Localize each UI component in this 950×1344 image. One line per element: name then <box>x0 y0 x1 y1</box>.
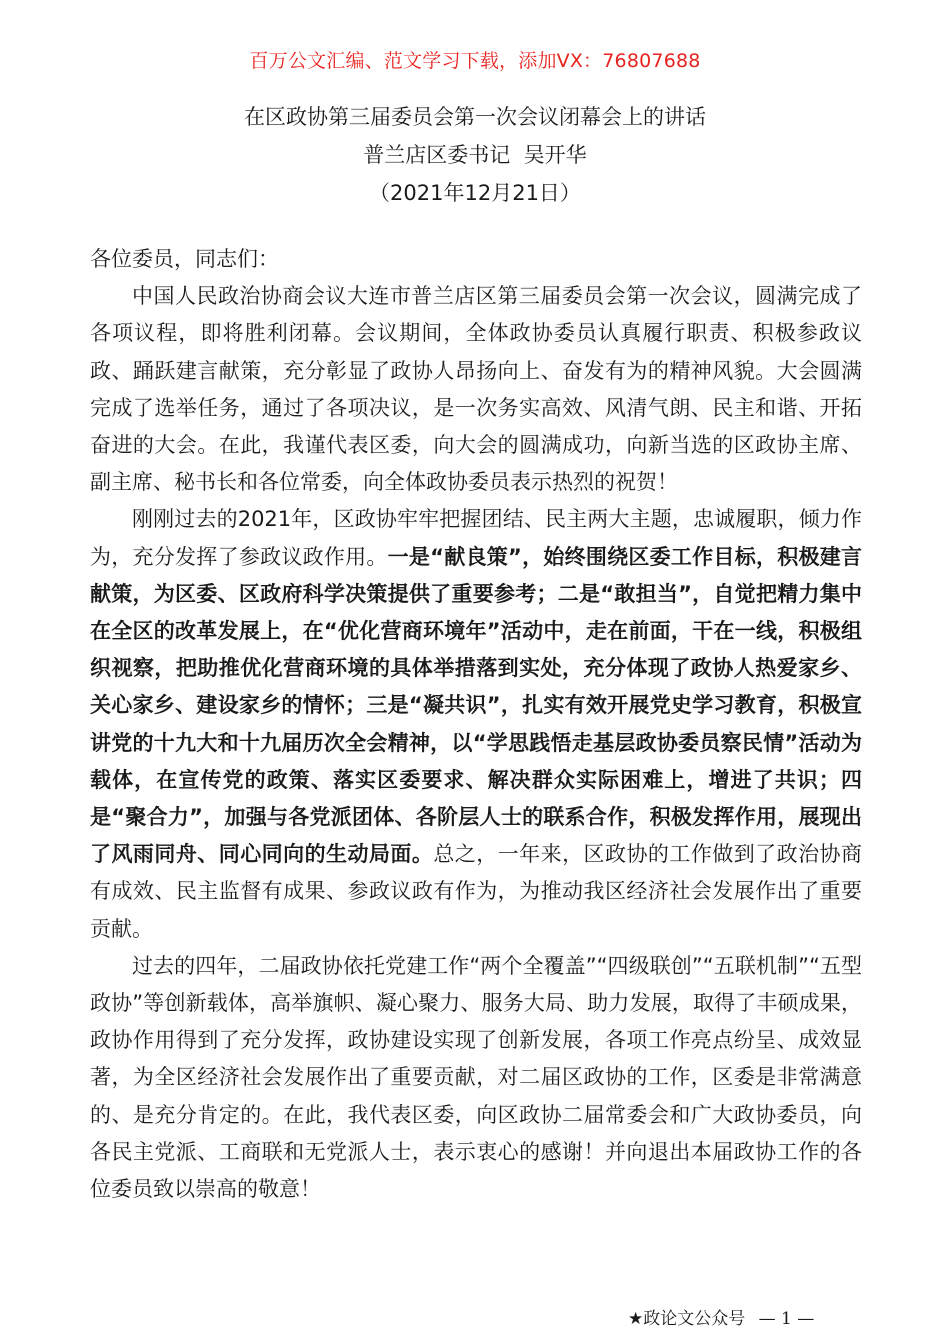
paragraph-1: 中国人民政治协商会议大连市普兰店区第三届委员会第一次会议，圆满完成了各项议程，即将胜利闭幕。会议期间，全体政协委员认真履行职责、积极参政议政、踊跃建言献策，充分彰显了政协人昂扬向上、奋发有为的精神风貌。大会圆满完成了选举任务，通过了各项决议，是一次务实高效、风清气朗、民主和谐、开拓奋进的大会。在此，我谨代表区委，向大会的圆满成功，向新当选的区政协主席、副主席、秘书长和各位常委，向全体政协委员表示热烈的祝贺！ <box>90 284 862 495</box>
page-number: — 1 — <box>758 1309 815 1329</box>
page-footer <box>628 1304 814 1329</box>
speech-date: （2021年12月21日） <box>369 181 581 205</box>
speech-title: 在区政协第三届委员会第一次会议闭幕会上的讲话 <box>244 105 706 129</box>
paragraph-2-tail: 总之，一年来，区政协的工作做到了政治协商有成效、民主监督有成果、参政议政有作为，为推动我区经济社会发展作出了重要贡献。 <box>90 842 863 941</box>
promo-banner: 百万公文汇编、范文学习下载，添加VX：76807688 <box>249 50 701 72</box>
paragraph-2-lead: 刚刚过去的2021年，区政协牢牢把握团结、民主两大主题，忠诚履职，倾力作为，充分发挥了参政议政作用。 <box>90 507 862 569</box>
paragraph-2 <box>90 501 862 947</box>
speech-author: 普兰店区委书记 吴开华 <box>363 143 587 167</box>
title-block <box>0 98 950 212</box>
salutation: 各位委员，同志们： <box>90 247 279 271</box>
paragraph-2-bold: 一是“献良策”，始终围绕区委工作目标，积极建言献策，为区委、区政府科学决策提供了重要参考；二是“敢担当”，自觉把精力集中在全区的改革发展上，在“优化营商环境年”活动中，走在前面，干在一线，积极组织视察，把助推优化营商环境的具体举措落到实处，充分体现了政协人热爱家乡、关心家乡、建设家乡的情怀；三是“凝共识”，扎实有效开展党史学习教育，积极宣讲党的十九大和十九届历次全会精神，以“学思践悟走基层政协委员察民情”活动为载体，在宣传党的政策、落实区委要求、解决群众实际困难上，增进了共识；四是“聚合力”，加强与各党派团体、各阶层人士的联系合作，积极发挥作用，展现出了风雨同舟、同心同向的生动局面。 <box>90 544 862 867</box>
speech-body <box>90 241 862 1208</box>
footer-source: ★政论文公众号 <box>628 1309 746 1329</box>
paragraph-3: 过去的四年，二届政协依托党建工作“两个全覆盖”“四级联创”“五联机制”“五型政协”等创新载体，高举旗帜、凝心聚力、服务大局、助力发展，取得了丰硕成果，政协作用得到了充分发挥，政协建设实现了创新发展，各项工作亮点纷呈、成效显著，为全区经济社会发展作出了重要贡献，对二届区政协的工作，区委是非常满意的、是充分肯定的。在此，我代表区委，向区政协二届常委会和广大政协委员，向各民主党派、工商联和无党派人士，表示衷心的感谢！并向退出本届政协工作的各位委员致以崇高的敬意！ <box>90 953 862 1202</box>
